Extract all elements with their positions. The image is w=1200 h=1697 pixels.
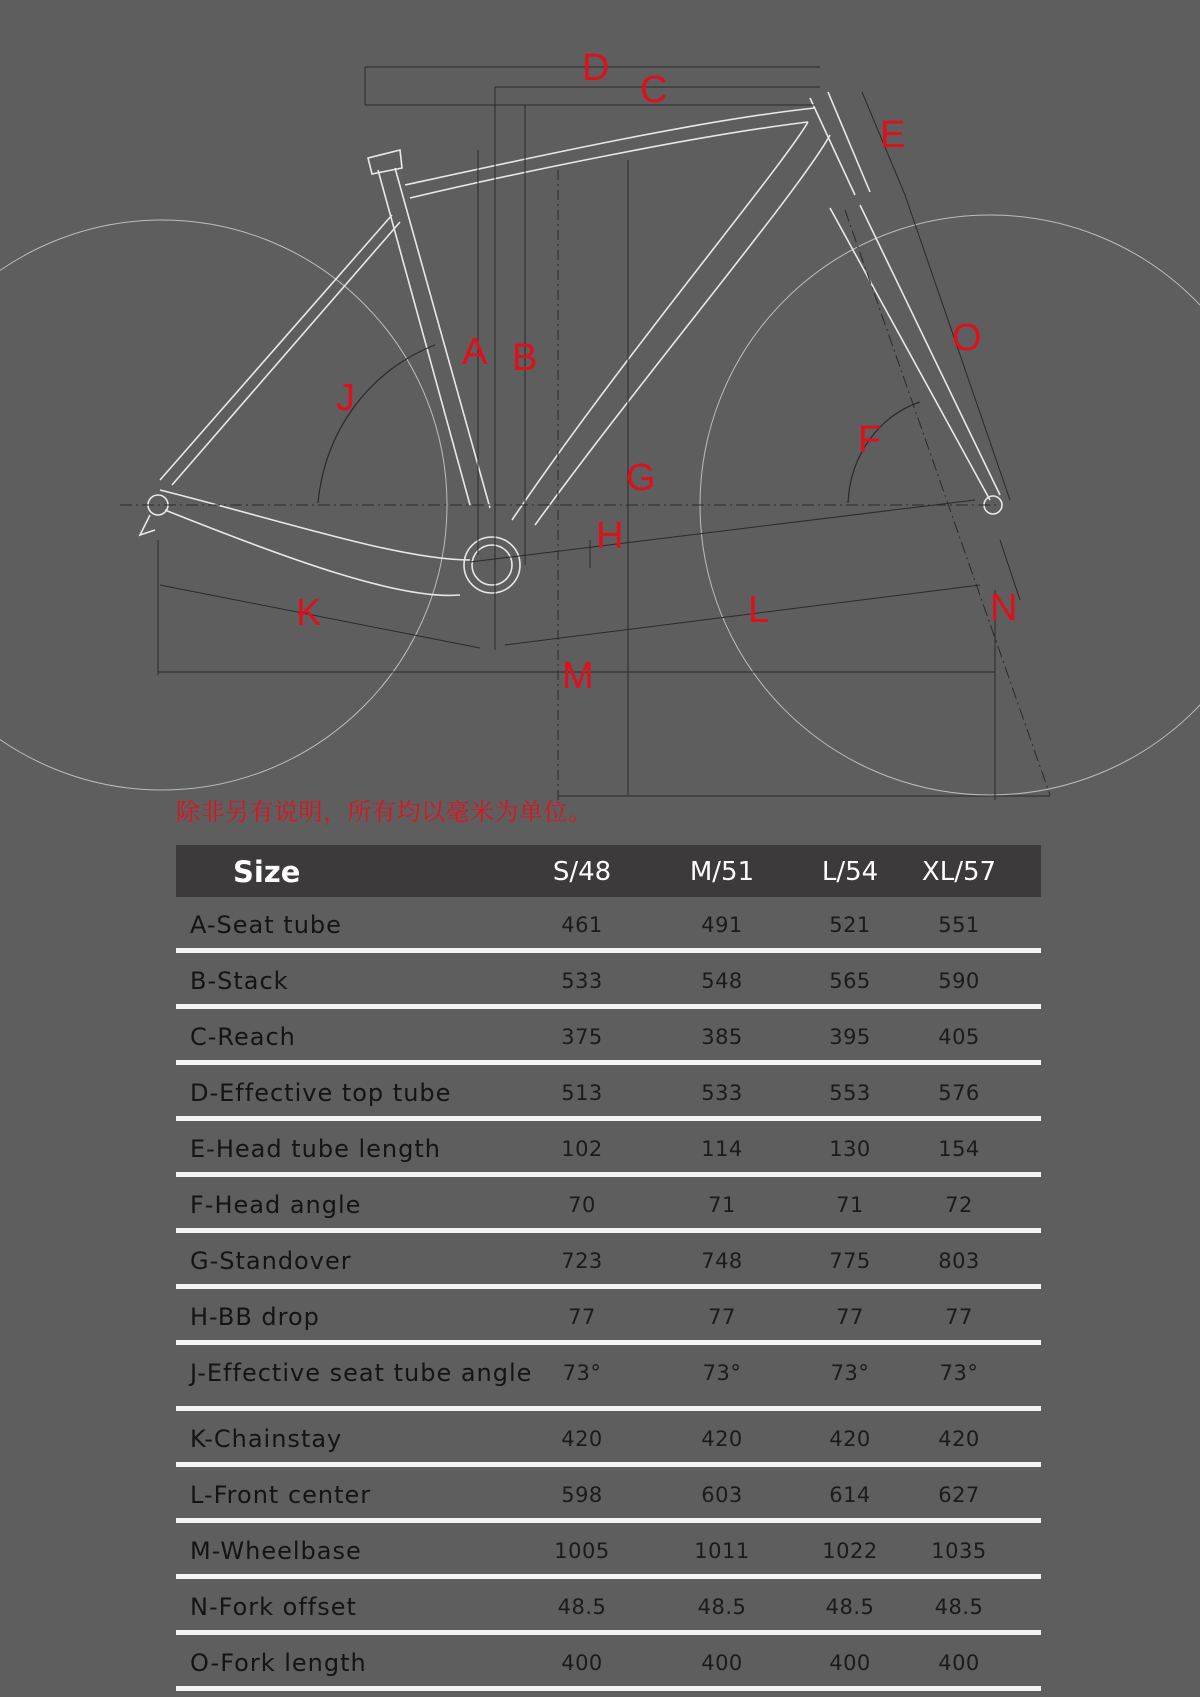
row-label: O-Fork length (190, 1649, 367, 1677)
row-value: 461 (561, 913, 603, 937)
table-header (176, 845, 1041, 897)
table-body (176, 897, 1041, 1691)
label-J: J (336, 377, 355, 419)
size-l54: L/54 (821, 857, 879, 887)
size-header: Size (233, 855, 301, 889)
table-row (176, 1345, 1041, 1411)
row-value: 565 (829, 969, 871, 993)
table-row (176, 1579, 1041, 1635)
label-O: O (952, 317, 982, 359)
row-value: 71 (836, 1193, 864, 1217)
row-value: 154 (938, 1137, 980, 1161)
label-F: F (858, 419, 882, 461)
label-L: L (748, 589, 770, 631)
row-value: 614 (829, 1483, 871, 1507)
row-value: 405 (938, 1025, 980, 1049)
row-label: F-Head angle (190, 1191, 362, 1219)
table-row (176, 953, 1041, 1009)
row-label: L-Front center (190, 1481, 372, 1509)
row-value: 77 (568, 1305, 596, 1329)
table-row (176, 1635, 1041, 1691)
table-row (176, 1009, 1041, 1065)
row-value: 603 (701, 1483, 743, 1507)
row-value: 73° (939, 1361, 979, 1385)
row-value: 400 (938, 1651, 980, 1675)
row-value: 385 (701, 1025, 743, 1049)
label-D: D (582, 47, 610, 89)
row-label: D-Effective top tube (190, 1079, 452, 1107)
row-label: M-Wheelbase (190, 1537, 362, 1565)
bike-frame (140, 92, 1002, 595)
label-M: M (562, 655, 594, 697)
row-value: 598 (561, 1483, 603, 1507)
row-value: 533 (561, 969, 603, 993)
row-value: 1022 (822, 1539, 878, 1563)
row-value: 803 (938, 1249, 980, 1273)
row-value: 48.5 (557, 1595, 607, 1619)
label-G: G (626, 457, 656, 499)
label-H: H (596, 515, 624, 557)
table-row (176, 1065, 1041, 1121)
row-value: 551 (938, 913, 980, 937)
row-value: 72 (945, 1193, 973, 1217)
row-value: 627 (938, 1483, 980, 1507)
row-value: 375 (561, 1025, 603, 1049)
label-B: B (512, 337, 538, 379)
row-value: 70 (568, 1193, 596, 1217)
row-value: 590 (938, 969, 980, 993)
table-row (176, 1411, 1041, 1467)
row-value: 73° (562, 1361, 602, 1385)
row-value: 1005 (554, 1539, 610, 1563)
row-value: 420 (829, 1427, 871, 1451)
row-value: 548 (701, 969, 743, 993)
table-row (176, 1121, 1041, 1177)
row-value: 48.5 (934, 1595, 984, 1619)
table-row (176, 1523, 1041, 1579)
row-value: 420 (561, 1427, 603, 1451)
row-value: 1011 (694, 1539, 750, 1563)
row-value: 420 (701, 1427, 743, 1451)
row-value: 395 (829, 1025, 871, 1049)
row-label: C-Reach (190, 1023, 296, 1051)
row-label: N-Fork offset (190, 1593, 357, 1621)
row-value: 1035 (931, 1539, 987, 1563)
row-value: 513 (561, 1081, 603, 1105)
row-value: 420 (938, 1427, 980, 1451)
label-K: K (296, 592, 322, 634)
row-value: 77 (945, 1305, 973, 1329)
row-label: G-Standover (190, 1247, 352, 1275)
size-s48: S/48 (552, 857, 612, 887)
geometry-table (176, 845, 1041, 1691)
row-value: 48.5 (825, 1595, 875, 1619)
table-row (176, 1177, 1041, 1233)
label-N: N (990, 587, 1018, 629)
row-value: 723 (561, 1249, 603, 1273)
row-label: K-Chainstay (190, 1425, 343, 1453)
row-label: B-Stack (190, 967, 289, 995)
row-value: 521 (829, 913, 871, 937)
row-value: 775 (829, 1249, 871, 1273)
row-value: 77 (708, 1305, 736, 1329)
row-value: 48.5 (697, 1595, 747, 1619)
unit-note: 除非另有说明，所有均以毫米为单位。 (176, 798, 593, 826)
table-row (176, 1233, 1041, 1289)
row-value: 400 (829, 1651, 871, 1675)
row-value: 576 (938, 1081, 980, 1105)
label-C: C (640, 69, 668, 111)
row-value: 71 (708, 1193, 736, 1217)
row-label: J-Effective seat tube angle (190, 1359, 533, 1387)
row-value: 102 (561, 1137, 603, 1161)
table-row (176, 1467, 1041, 1523)
label-E: E (880, 114, 906, 156)
table-row (176, 897, 1041, 953)
row-value: 553 (829, 1081, 871, 1105)
row-value: 400 (701, 1651, 743, 1675)
table-row (176, 1289, 1041, 1345)
bike-geometry-diagram (0, 0, 1200, 800)
row-value: 400 (561, 1651, 603, 1675)
row-value: 73° (702, 1361, 742, 1385)
row-value: 533 (701, 1081, 743, 1105)
row-label: E-Head tube length (190, 1135, 441, 1163)
label-A: A (462, 331, 488, 373)
row-label: H-BB drop (190, 1303, 320, 1331)
row-value: 491 (701, 913, 743, 937)
size-m51: M/51 (689, 857, 755, 887)
row-value: 130 (829, 1137, 871, 1161)
row-label: A-Seat tube (190, 911, 342, 939)
row-value: 73° (830, 1361, 870, 1385)
row-value: 77 (836, 1305, 864, 1329)
seat-angle-arc (318, 345, 435, 503)
size-xl57: XL/57 (921, 857, 997, 887)
row-value: 114 (701, 1137, 743, 1161)
row-value: 748 (701, 1249, 743, 1273)
